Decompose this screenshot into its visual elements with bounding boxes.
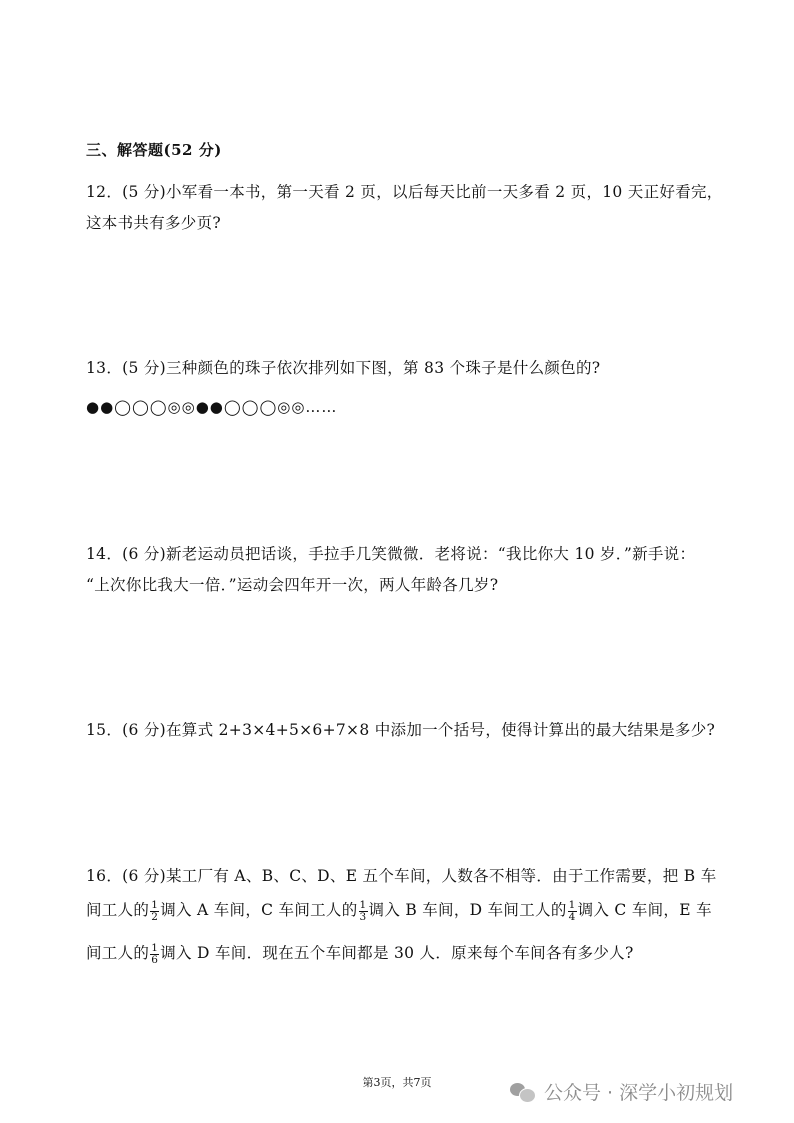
question-14-line-1: 14．(6 分)新老运动员把话谈，手拉手几笑微微．老将说：“我比你大 10 岁．”新手说： (86, 545, 696, 563)
question-14-line-2: “上次你比我大一倍．”运动会四年开一次，两人年龄各几岁? (86, 576, 499, 594)
fraction-one-half (150, 900, 159, 923)
fraction-numerator: 1 (151, 898, 159, 911)
watermark (510, 1078, 733, 1105)
question-15-line-1: 15．(6 分)在算式 2+3×4+5×6+7×8 中添加一个括号，使得计算出的最大结果是多少? (86, 721, 716, 739)
fraction-numerator: 1 (359, 898, 367, 911)
text-segment: 调入 A 车间，C 车间工人的 (160, 901, 358, 919)
text-segment: 调入 B 车间，D 车间工人的 (368, 901, 567, 919)
fraction-one-sixth (150, 943, 159, 966)
fraction-denominator: 3 (359, 910, 367, 923)
fraction-numerator: 1 (151, 941, 159, 954)
page-footer: 第3页，共7页 (362, 1076, 432, 1089)
text-segment: 调入 C 车间，E 车 (577, 901, 712, 919)
fraction-numerator: 1 (568, 898, 576, 911)
watermark-text: 公众号 · 深学小初规划 (544, 1082, 734, 1104)
question-12-line-1: 12．(5 分)小军看一本书，第一天看 2 页，以后每天比前一天多看 2 页，10 天正好看完， (86, 183, 723, 201)
question-12-line-2: 这本书共有多少页? (86, 214, 222, 232)
question-16-line-2 (86, 898, 712, 923)
fraction-one-quarter (568, 900, 577, 923)
text-segment: 调入 D 车间．现在五个车间都是 30 人．原来每个车间各有多少人? (160, 944, 634, 962)
section-title: 三、解答题(52 分) (86, 141, 222, 159)
fraction-denominator: 2 (151, 910, 159, 923)
question-16-line-1: 16．(6 分)某工厂有 A、B、C、D、E 五个车间，人数各不相等．由于工作需要，把 B 车 (86, 867, 717, 885)
text-segment: 间工人的 (86, 901, 150, 919)
fraction-denominator: 6 (151, 953, 159, 966)
fraction-denominator: 4 (568, 910, 576, 923)
bead-sequence: ●●◯◯◯◎◎●●◯◯◯◎◎…… (86, 398, 338, 416)
question-16-line-3 (86, 941, 634, 966)
text-segment: 间工人的 (86, 944, 150, 962)
question-13-line-1: 13．(5 分)三种颜色的珠子依次排列如下图，第 83 个珠子是什么颜色的? (86, 359, 601, 377)
wechat-icon (510, 1081, 536, 1103)
fraction-one-third (359, 900, 368, 923)
